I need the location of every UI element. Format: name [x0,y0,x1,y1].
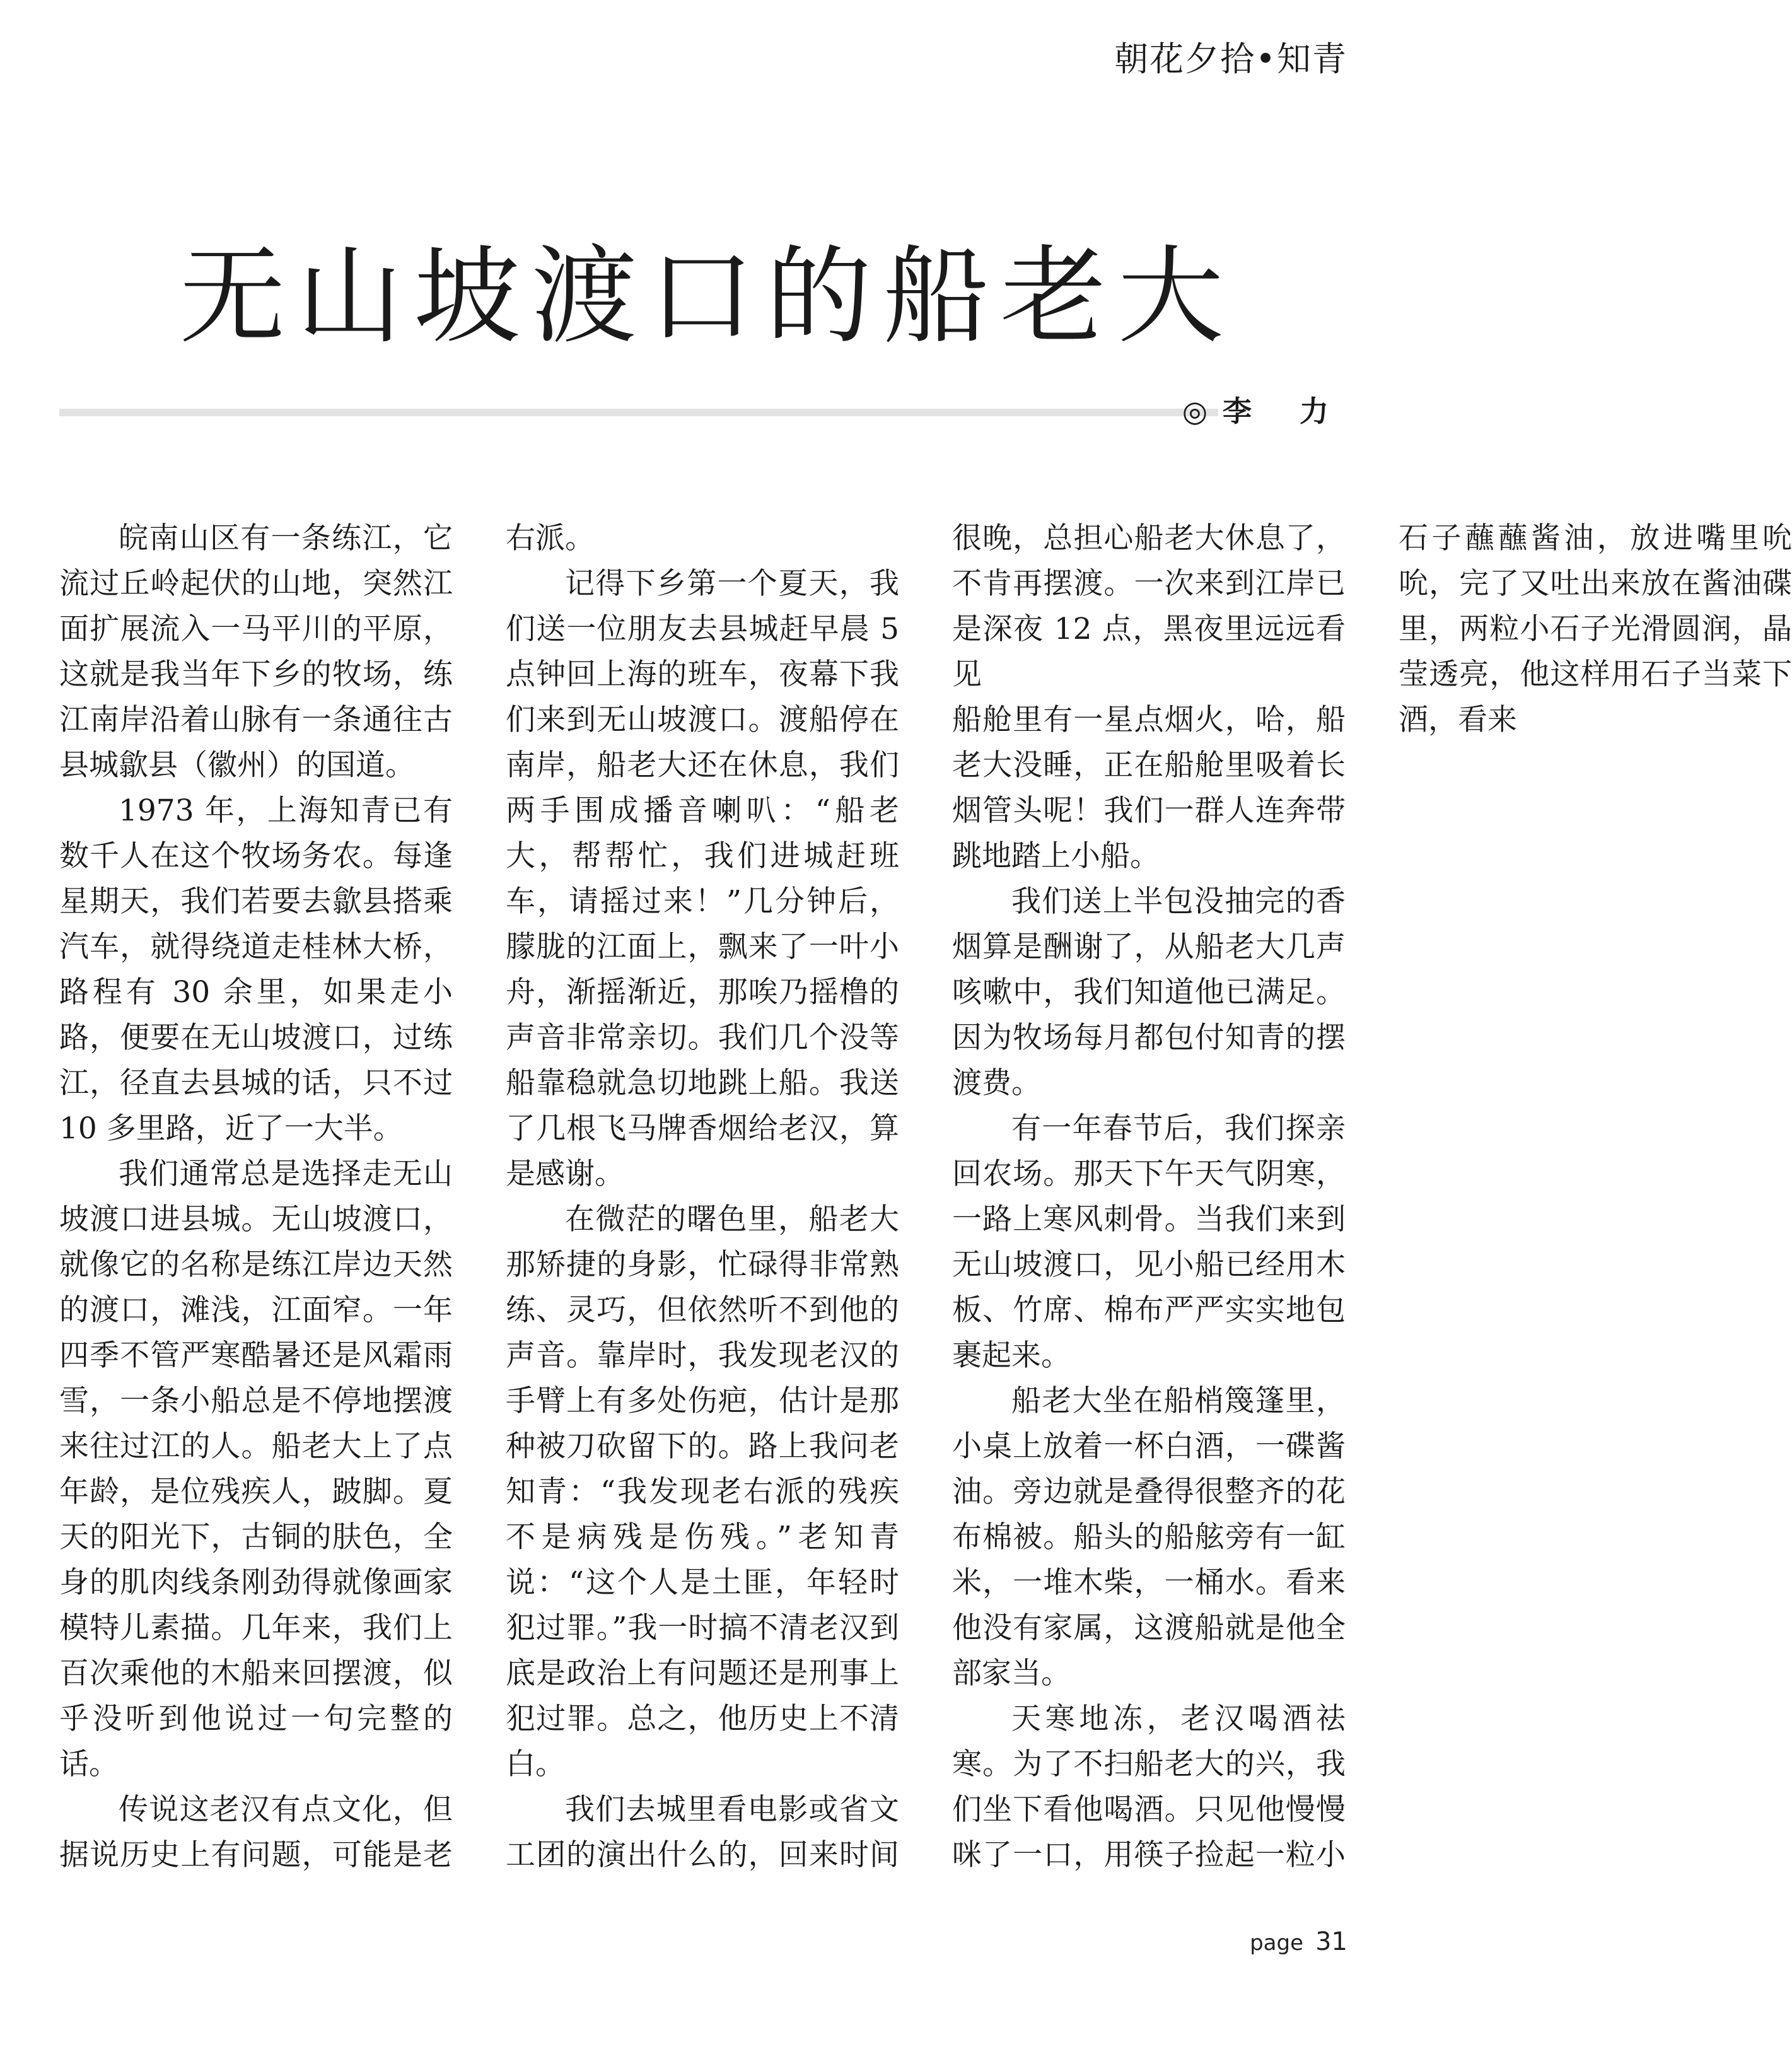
paragraph: 船舱里有一星点烟火，哈，船老大没睡，正在船舱里吸着长烟管头呢！我们一群人连奔带跳地踏上小船。 [952,703,1346,873]
paragraph: 传说这老汉有点文化，但据说历史上有问题，可能是老右派。 [59,521,595,1872]
paragraph: 天寒地冻，老汉喝酒祛寒。为了不扫船老大的兴，我们坐下看他喝酒。只见他慢慢咪了一口，用筷子捡起一粒小石子蘸蘸酱油，放进嘴里吮吮，完了又吐出来放在酱油碟里，两粒小石子光滑圆润，晶莹透亮，他这样用石子当菜下酒，看来 [952,521,1792,1872]
page-footer [1250,1927,1347,1956]
paragraph: 船老大坐在船梢篾篷里，小桌上放着一杯白酒，一碟酱油。旁边就是叠得很整齐的花布棉被。船头的船舷旁有一缸米，一堆木柴，一桶水。看来他没有家属，这渡船就是他全部家当。 [952,1384,1346,1691]
paragraph: 1973 年，上海知青已有数千人在这个牧场务农。每逢星期天，我们若要去歙县搭乘汽车，就得绕道走桂林大桥，路程有 30 余里，如果走小路，便要在无山坡渡口，过练江，径直去县城的话，只不过 10 多里路，近了一大半。 [59,793,453,1146]
article-title: 无山坡渡口的船老大 [179,235,1235,358]
page-number: 31 [1315,1927,1347,1956]
author-mark-icon: ◎ [1182,394,1207,428]
author-byline [1182,391,1347,431]
paragraph: 在微茫的曙色里，船老大那矫捷的身影，忙碌得非常熟练、灵巧，但依然听不到他的声音。靠岸时，我发现老汉的手臂上有多处伤疤，估计是那种被刀砍留下的。路上我问老知青：“我发现老右派的残疾不是病残是伤残。”老知青说：“这个人是土匪，年轻时犯过罪。”我一时搞不清老汉到底是政治上有问题还是刑事上犯过罪。总之，他历史上不清白。 [506,1202,899,1782]
paragraph: 皖南山区有一条练江，它流过丘岭起伏的山地，突然江面扩展流入一马平川的平原，这就是我当年下乡的牧场，练江南岸沿着山脉有一条通往古县城歙县（徽州）的国道。 [59,521,453,783]
section-label: 朝花夕拾•知青 [1114,39,1347,79]
paragraph: 我们通常总是选择走无山坡渡口进县城。无山坡渡口，就像它的名称是练江岸边天然的渡口，滩浅，江面窄。一年四季不管严寒酷暑还是风霜雨雪，一条小船总是不停地摆渡来往过江的人。船老大上了点年龄，是位残疾人，跛脚。夏天的阳光下，古铜的肤色，全身的肌肉线条刚劲得就像画家模特儿素描。几年来，我们上百次乘他的木船来回摆渡，似乎没听到他说过一句完整的话。 [59,1157,453,1782]
author-name: 李 力 [1222,394,1347,428]
page-label: page [1250,1930,1303,1956]
paragraph: 记得下乡第一个夏天，我们送一位朋友去县城赶早晨 5 点钟回上海的班车，夜幕下我们来到无山坡渡口。渡船停在南岸，船老大还在休息，我们两手围成播音喇叭：“船老大，帮帮忙，我们进城赶班车，请摇过来！”几分钟后，朦胧的江面上，飘来了一叶小舟，渐摇渐近，那唉乃摇橹的声音非常亲切。我们几个没等船靠稳就急切地跳上船。我送了几根飞马牌香烟给老汉，算是感谢。 [506,566,899,1191]
article-body [59,516,1792,1878]
title-divider [59,409,1218,416]
paragraph: 我们送上半包没抽完的香烟算是酬谢了，从船老大几声咳嗽中，我们知道他已满足。因为牧场每月都包付知青的摆渡费。 [952,884,1346,1100]
paragraph: 我们去城里看电影或省文工团的演出什么的，回来时间很晚，总担心船老大休息了，不肯再摆渡。一次来到江岸已是深夜 12 点，黑夜里远远看见 [506,521,1346,1872]
paragraph: 有一年春节后，我们探亲回农场。那天下午天气阴寒，一路上寒风刺骨。当我们来到无山坡渡口，见小船已经用木板、竹席、棉布严严实实地包裹起来。 [952,1111,1346,1373]
